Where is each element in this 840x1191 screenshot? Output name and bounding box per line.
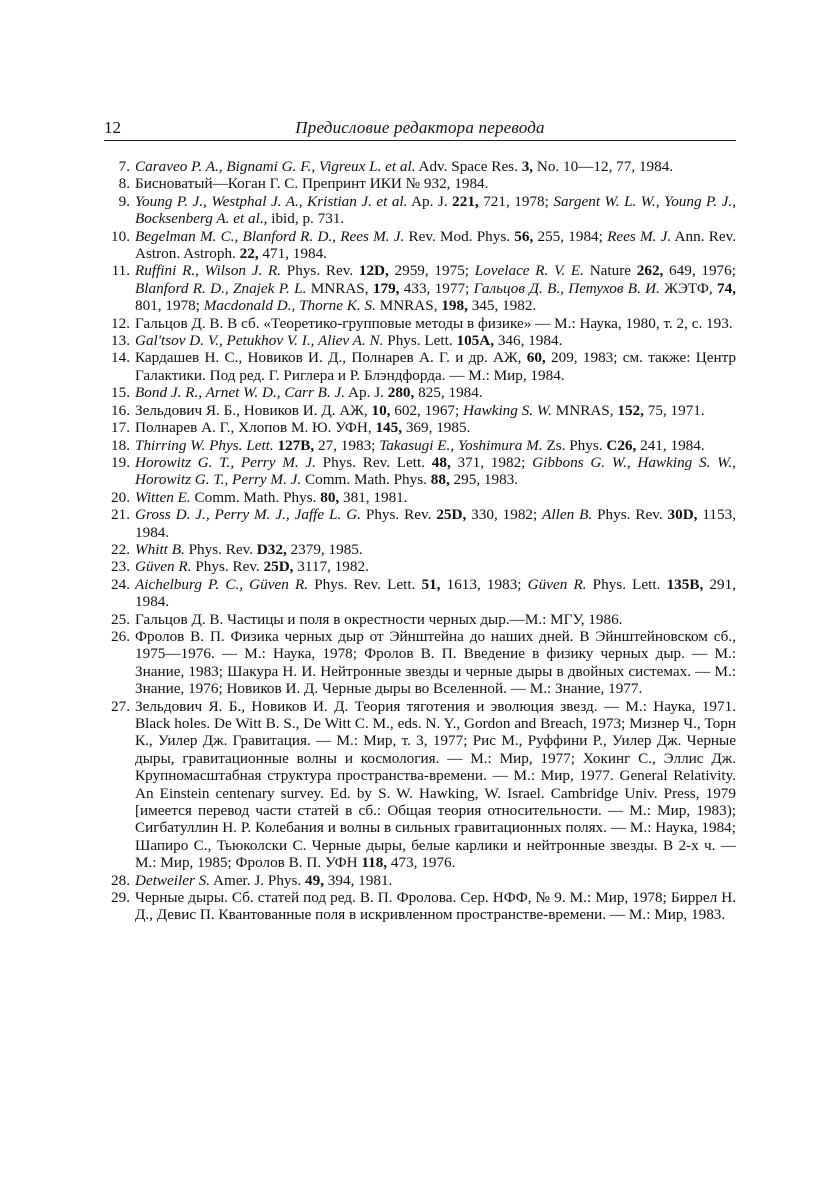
reference-item [104, 193, 736, 228]
volume-number: 221, [452, 192, 479, 210]
reference-number: 27. [111, 697, 130, 715]
reference-item [104, 175, 736, 192]
author-names: Young P. J., Westphal J. A., Kristian J. et al. [135, 192, 408, 210]
reference-number: 26. [111, 627, 130, 645]
reference-number: 9. [118, 192, 130, 210]
author-names: Gal'tsov D. V., Petukhov V. I., Aliev A. N. [135, 332, 384, 350]
citation-text: Comm. Math. Phys. [301, 471, 431, 489]
reference-item [104, 489, 736, 506]
author-names: Detweiler S. [135, 871, 211, 889]
author-names: Caraveo P. A., Bignami G. F., Vigreux L. et al. [135, 158, 416, 175]
citation-text: MNRAS, [306, 279, 373, 297]
citation-text: Comm. Math. Phys. [190, 488, 321, 506]
reference-item [104, 315, 736, 332]
reference-text [135, 315, 736, 332]
volume-number: 49, [305, 871, 324, 889]
volume-number: 22, [239, 245, 259, 263]
reference-text [135, 437, 736, 454]
reference-text [135, 262, 736, 314]
volume-number: 135B, [666, 575, 704, 593]
citation-text: Phys. Rev. [191, 558, 264, 576]
reference-number: 29. [111, 889, 130, 907]
citation-text: Phys. Rev. Lett. [315, 453, 432, 471]
page-header [104, 116, 736, 141]
reference-number: 17. [111, 419, 130, 437]
reference-item [104, 349, 736, 384]
citation-text: Nature [583, 262, 637, 280]
volume-number: C26, [606, 436, 637, 454]
reference-text [135, 228, 736, 263]
volume-number: 105A, [456, 332, 495, 350]
volume-number: 25D, [436, 506, 467, 524]
reference-item [104, 228, 736, 263]
citation-text: Черные дыры. Сб. статей под ред. В. П. Фролова. Сер. НФФ, № 9. М.: Мир, 1978; Биррел Н. Д., Девис П. Квантованные поля в искривленном пространстве-времени. — М.: Мир, 1983. [135, 889, 736, 924]
citation-text: Phys. Rev. [360, 506, 437, 524]
citation-text: 3117, 1982. [293, 558, 369, 576]
author-names: Güven R. [135, 558, 192, 576]
volume-number: 127B, [277, 436, 315, 454]
citation-text: 371, 1982; [450, 453, 533, 471]
reference-item [104, 872, 736, 889]
reference-text [135, 506, 736, 541]
author-names: Hawking S. W. [463, 401, 552, 419]
reference-item [104, 437, 736, 454]
reference-text [135, 175, 736, 192]
citation-text: 27, 1983; [314, 436, 380, 454]
author-names: Whitt B. [135, 540, 185, 558]
citation-text: 801, 1978; [135, 297, 204, 315]
author-names: Lovelace R. V. E. [474, 262, 584, 280]
citation-text: Полнарев А. Г., Хлопов М. Ю. УФН, [135, 419, 376, 437]
volume-number: 118, [361, 854, 388, 872]
reference-text [135, 576, 736, 611]
volume-number: 30D, [667, 506, 698, 524]
reference-number: 15. [111, 384, 130, 402]
citation-text: 241, 1984. [636, 436, 705, 454]
reference-text [135, 402, 736, 419]
citation-text: Phys. Lett. [586, 575, 667, 593]
reference-text [135, 158, 736, 175]
reference-text [135, 541, 736, 558]
volume-number: 262, [636, 262, 664, 280]
reference-text [135, 489, 736, 506]
reference-number: 28. [111, 871, 130, 889]
citation-text: 369, 1985. [402, 419, 471, 437]
running-title: Предисловие редактора перевода [295, 118, 545, 137]
citation-text: Phys. Rev. [281, 262, 359, 280]
reference-number: 19. [111, 453, 130, 471]
citation-text: Phys. Rev. Lett. [308, 575, 422, 593]
reference-item [104, 262, 736, 314]
citation-text: 721, 1978; [478, 192, 554, 210]
citation-text: Phys. Rev. [184, 540, 257, 558]
volume-number: 60, [526, 349, 546, 367]
volume-number: 12D, [358, 262, 389, 280]
reference-number: 21. [111, 506, 130, 524]
citation-text: 1613, 1983; [440, 575, 528, 593]
citation-text: 1153, 1984. [135, 506, 736, 541]
citation-text: Phys. Lett. [383, 332, 457, 350]
citation-text: Ap. J. [345, 384, 388, 402]
reference-item [104, 698, 736, 872]
volume-number: 25D, [263, 558, 294, 576]
author-names: Blanford R. D., Znajek P. L. [135, 279, 307, 297]
reference-number: 10. [111, 227, 130, 245]
author-names: Witten E. [135, 488, 191, 506]
volume-number: 3, [521, 158, 534, 175]
reference-item [104, 576, 736, 611]
reference-number: 14. [111, 349, 130, 367]
author-names: Macdonald D., Thorne K. S. [203, 297, 376, 315]
author-names: Gibbons G. W., Hawking S. W., Horowitz G. T., Perry M. J. [135, 453, 736, 489]
citation-text: Кардашев Н. С., Новиков И. Д., Полнарев А. Г. и др. АЖ, [135, 349, 527, 367]
citation-text: Zs. Phys. [542, 436, 607, 454]
citation-text: Зельдович Я. Б., Новиков И. Д. Теория тяготения и эволюция звезд. — М.: Наука, 1971. Black holes. De Witt B. S., De Witt C. M., eds. N. Y., Gordon and Breach, 1973; Мизнер Ч., Торн К., Уилер Дж. Гравитация. — М.: Мир, т. 3, 1977; Рис М., Руффини Р., Уилер Дж. Черные дыры, гравитационные волны и космология. — М.: Мир, 1977; Хокинг С., Эллис Дж. Крупномасштабная структура пространства-времени. — М.: Мир, 1977. General Relativity. An Einstein centenary survey. Ed. by S. W. Hawking, W. Israel. Cambridge Univ. Press, 1979 [имеется перевод части статей в сб.: Общая теория относительности. — М.: Мир, 1983); Сигбатуллин Н. Р. Колебания и волны в сильных гравитационных полях. — М.: Наука, 1984; Шапиро С., Тьюколски С. Черные дыры, белые карлики и нейтронные звезды. В 2-х ч. — М.: Мир, 1985; Фролов В. П. УФН [135, 697, 736, 872]
reference-item [104, 558, 736, 575]
citation-text: Amer. J. Phys. [210, 871, 306, 889]
citation-text: 209, 1983; см. также: Центр Галактики. Под ред. Г. Риглера и Р. Блэндфорда. — М.: Мир, 1984. [135, 349, 736, 384]
citation-text: Ann. Rev. Astron. Astroph. [135, 227, 736, 263]
reference-item [104, 384, 736, 401]
reference-item [104, 628, 736, 698]
volume-number: 198, [441, 297, 468, 315]
reference-number: 7. [118, 158, 130, 175]
reference-number: 12. [111, 314, 130, 332]
reference-text [135, 872, 736, 889]
reference-item [104, 332, 736, 349]
reference-number: 22. [111, 540, 130, 558]
author-names: Gross D. J., Perry M. J., Jaffe L. G. [135, 506, 361, 524]
citation-text: ibid, p. 731. [267, 210, 345, 228]
citation-text: Ap. J. [407, 192, 453, 210]
reference-text [135, 698, 736, 872]
citation-text: 433, 1977; [399, 279, 474, 297]
reference-number: 11. [111, 262, 130, 280]
citation-text: 602, 1967; [390, 401, 464, 419]
reference-number: 25. [111, 610, 130, 628]
reference-text [135, 332, 736, 349]
citation-text: 471, 1984. [258, 245, 327, 263]
author-names: Ruffini R., Wilson J. R. [135, 262, 282, 280]
volume-number: 80, [320, 488, 340, 506]
reference-number: 23. [111, 558, 130, 576]
citation-text: 346, 1984. [494, 332, 563, 350]
citation-text: Бисноватый—Коган Г. С. Препринт ИКИ № 932, 1984. [135, 175, 489, 193]
reference-text [135, 384, 736, 401]
reference-item [104, 889, 736, 924]
reference-text [135, 628, 736, 698]
citation-text: 825, 1984. [414, 384, 483, 402]
page-number: 12 [104, 118, 121, 137]
citation-text: Гальцов Д. В. В сб. «Теоретико-групповые методы в физике» — М.: Наука, 1980, т. 2, с. 193. [135, 314, 733, 332]
reference-list [104, 158, 736, 924]
volume-number: 152, [617, 401, 644, 419]
reference-number: 24. [111, 575, 130, 593]
author-names: Rees M. J. [607, 227, 672, 245]
reference-text [135, 558, 736, 575]
reference-number: 8. [118, 175, 130, 193]
reference-text [135, 611, 736, 628]
reference-item [104, 541, 736, 558]
citation-text: Гальцов Д. В. Частицы и поля в окрестности черных дыр.—М.: МГУ, 1986. [135, 610, 623, 628]
citation-text: 345, 1982. [467, 297, 537, 315]
author-names: Takasugi E., Yoshimura M. [379, 436, 543, 454]
citation-text: No. 10—12, 77, 1984. [533, 158, 674, 175]
reference-text [135, 889, 736, 924]
citation-text: ЖЭТФ, [659, 279, 717, 297]
volume-number: 48, [431, 453, 451, 471]
citation-text: 381, 1981. [339, 488, 408, 506]
citation-text: Phys. Rev. [592, 506, 668, 524]
volume-number: 74, [716, 279, 736, 297]
reference-number: 18. [111, 436, 130, 454]
volume-number: 179, [372, 279, 400, 297]
citation-text: 75, 1971. [643, 401, 705, 419]
citation-text: 291, 1984. [135, 575, 736, 611]
volume-number: 88, [430, 471, 450, 489]
author-names: Horowitz G. T., Perry M. J. [135, 453, 316, 471]
reference-number: 16. [111, 401, 130, 419]
volume-number: 56, [514, 227, 534, 245]
reference-item [104, 158, 736, 175]
volume-number: D32, [256, 540, 287, 558]
reference-text [135, 419, 736, 436]
reference-text [135, 193, 736, 228]
citation-text: 295, 1983. [449, 471, 519, 489]
author-names: Bond J. R., Arnet W. D., Carr B. J. [135, 384, 346, 402]
author-names: Aichelburg P. C., Güven R. [135, 575, 309, 593]
citation-text: 394, 1981. [324, 871, 393, 889]
reference-item [104, 402, 736, 419]
reference-item [104, 454, 736, 489]
reference-text [135, 454, 736, 489]
author-names: Sargent W. L. W., Young P. J., Bocksenberg A. et al., [135, 192, 736, 228]
reference-text [135, 349, 736, 384]
author-names: Thirring W. Phys. Lett. [135, 436, 274, 454]
citation-text: Adv. Space Res. [415, 158, 522, 175]
author-names: Begelman M. C., Blanford R. D., Rees M. J. [135, 227, 405, 245]
citation-text: Rev. Mod. Phys. [404, 227, 515, 245]
citation-text: Зельдович Я. Б., Новиков И. Д. АЖ, [135, 401, 372, 419]
citation-text: 255, 1984; [533, 227, 608, 245]
citation-text: MNRAS, [551, 401, 618, 419]
volume-number: 10, [371, 401, 391, 419]
author-names: Гальцов Д. В., Петухов В. И. [473, 279, 660, 297]
author-names: Güven R. [527, 575, 587, 593]
reference-number: 13. [111, 332, 130, 350]
citation-text: 2959, 1975; [388, 262, 475, 280]
reference-item [104, 506, 736, 541]
volume-number: 51, [421, 575, 441, 593]
citation-text: 330, 1982; [466, 506, 543, 524]
citation-text: Фролов В. П. Физика черных дыр от Эйнштейна до наших дней. В Эйнштейновском сб., 1975—1976. — М.: Наука, 1978; Фролов В. П. Введение в физику черных дыр. — М.: Знание, 1983; Шакура Н. И. Нейтронные звезды и черные дыры в двойных системах. — М.: Знание, 1976; Новиков И. Д. Черные дыры во Вселенной. — М.: Знание, 1977. [135, 627, 736, 698]
volume-number: 280, [387, 384, 415, 402]
volume-number: 145, [375, 419, 403, 437]
author-names: Allen B. [542, 506, 593, 524]
citation-text: MNRAS, [375, 297, 442, 315]
reference-item [104, 611, 736, 628]
citation-text: 2379, 1985. [286, 540, 363, 558]
reference-number: 20. [111, 488, 130, 506]
citation-text: 473, 1976. [387, 854, 456, 872]
citation-text: 649, 1976; [663, 262, 736, 280]
reference-item [104, 419, 736, 436]
